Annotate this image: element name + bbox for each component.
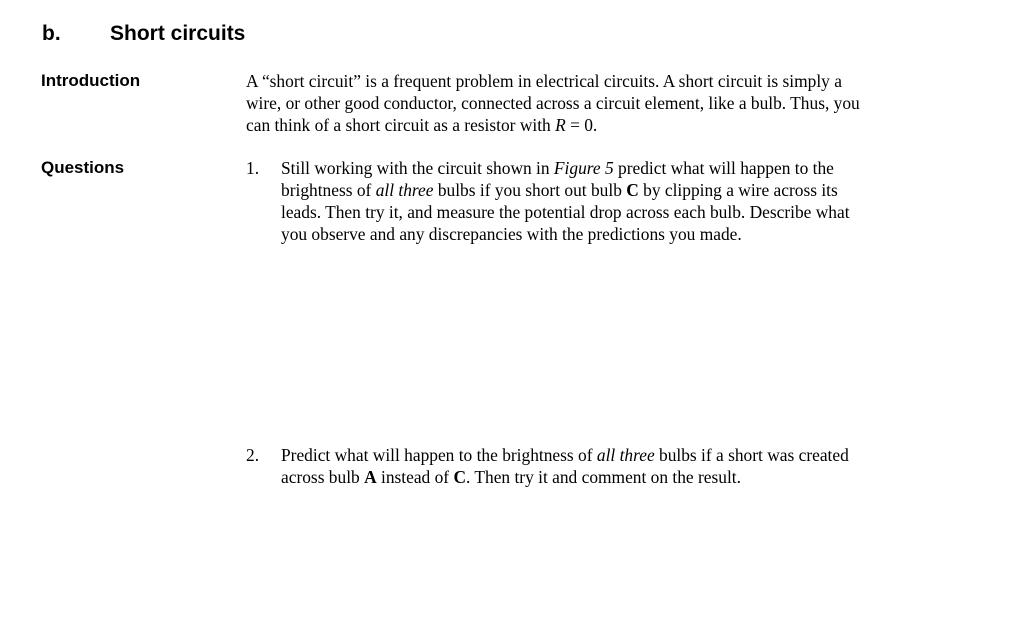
text-run: A — [364, 467, 377, 487]
text-run: can think of a short circuit as a resistor with — [246, 115, 556, 135]
text-run: . Then try it and comment on the result. — [466, 467, 741, 487]
text-run: all three — [596, 445, 655, 465]
text-line — [246, 92, 860, 114]
text-run: Predict what will happen to the brightness of — [281, 445, 597, 465]
questions-label: Questions — [41, 158, 125, 177]
text-run: Still working with the circuit shown in — [281, 158, 554, 178]
text-run: bulbs if a short was created — [654, 445, 849, 465]
text-run: Figure 5 — [553, 158, 614, 178]
question-1-text — [281, 157, 850, 245]
text-run: = 0. — [565, 115, 598, 135]
text-run: all three — [375, 180, 434, 200]
text-run: predict what will happen to the — [613, 158, 834, 178]
introduction-label: Introduction — [41, 71, 141, 90]
text-run: A “short circuit” is a frequent problem in electrical circuits. A short circuit is simply a — [246, 71, 842, 91]
text-line — [281, 223, 850, 245]
text-run: by clipping a wire across its — [638, 180, 838, 200]
text-line — [281, 466, 849, 488]
text-line — [281, 444, 849, 466]
text-line — [246, 114, 860, 136]
section-title: Short circuits — [110, 22, 246, 45]
question-2-number: 2. — [246, 445, 260, 465]
text-line — [281, 201, 850, 223]
section-letter: b. — [42, 22, 61, 45]
text-line — [281, 179, 850, 201]
text-line — [246, 70, 860, 92]
text-run: brightness of — [281, 180, 376, 200]
question-2-text — [281, 444, 849, 488]
text-run: C — [626, 180, 639, 200]
text-run: C — [453, 467, 466, 487]
text-run: across bulb — [281, 467, 365, 487]
introduction-paragraph — [246, 70, 860, 136]
text-run: leads. Then try it, and measure the potential drop across each bulb. Describe what — [281, 202, 850, 222]
text-run: bulbs if you short out bulb — [433, 180, 627, 200]
text-run: you observe and any discrepancies with the predictions you made. — [281, 224, 742, 244]
text-run: R — [555, 115, 566, 135]
text-run: wire, or other good conductor, connected across a circuit element, like a bulb. Thus, you — [246, 93, 860, 113]
text-run: instead of — [376, 467, 454, 487]
text-line — [281, 157, 850, 179]
question-1-number: 1. — [246, 158, 260, 178]
